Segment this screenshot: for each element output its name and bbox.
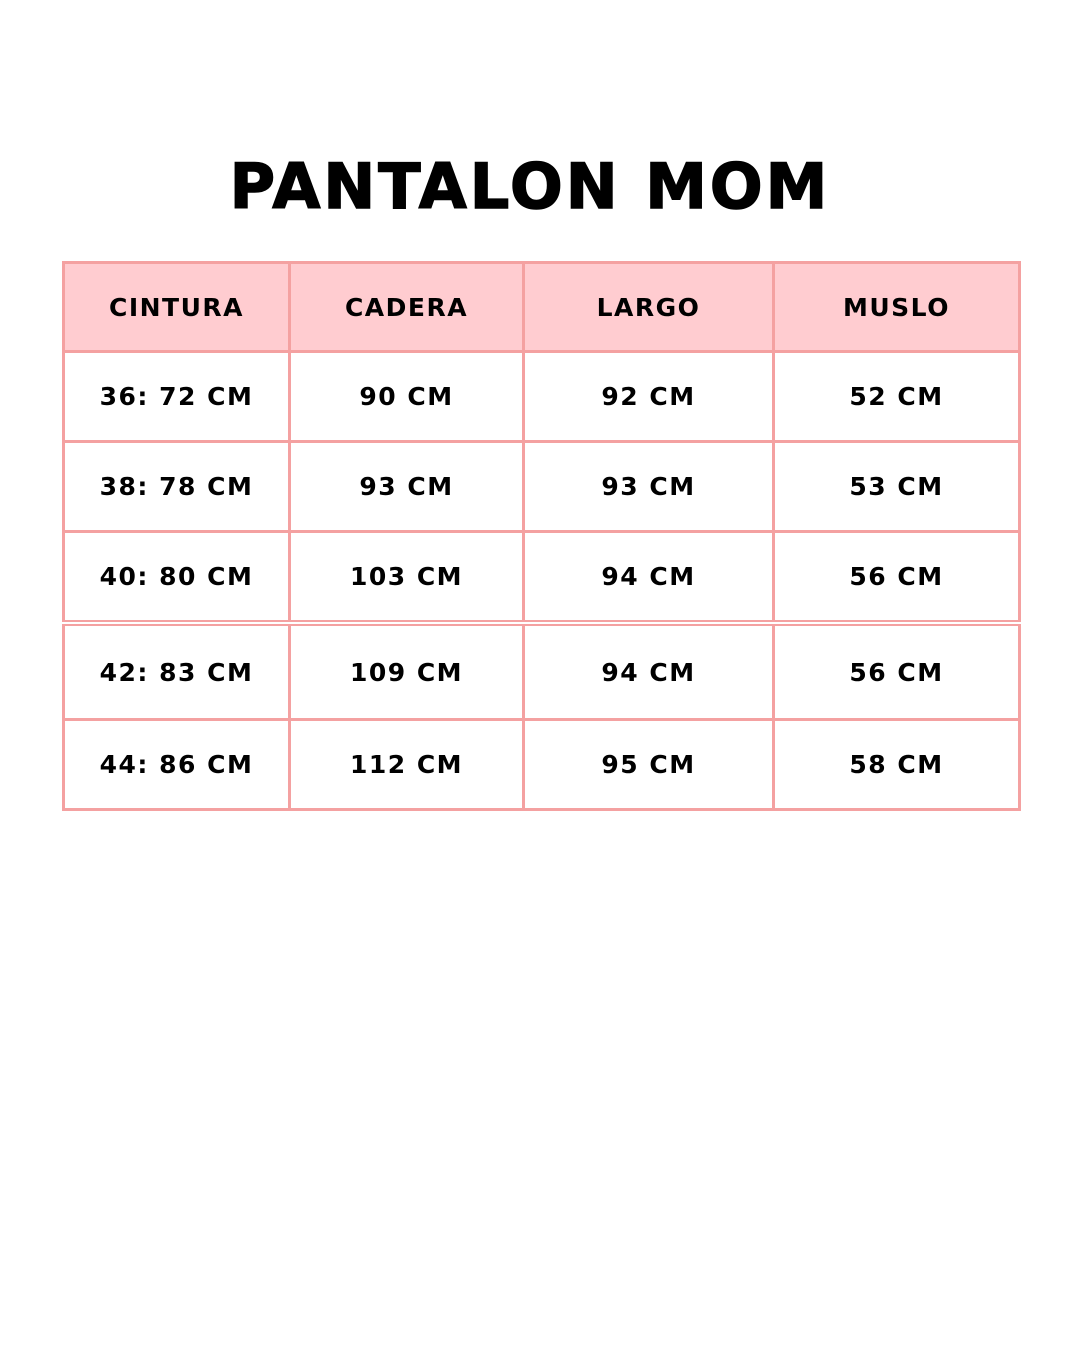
- table-row: [64, 352, 1020, 442]
- cell-largo: 95 CM: [524, 720, 774, 810]
- column-header-muslo: MUSLO: [774, 263, 1020, 352]
- column-header-largo: LARGO: [524, 263, 774, 352]
- cell-muslo: 56 CM: [774, 532, 1020, 624]
- cell-cadera: 90 CM: [290, 352, 524, 442]
- cell-largo: 94 CM: [524, 532, 774, 624]
- table-row: [64, 442, 1020, 532]
- cell-largo: 94 CM: [524, 623, 774, 720]
- cell-muslo: 52 CM: [774, 352, 1020, 442]
- cell-cadera: 103 CM: [290, 532, 524, 624]
- cell-cadera: 112 CM: [290, 720, 524, 810]
- cell-muslo: 53 CM: [774, 442, 1020, 532]
- column-header-cadera: CADERA: [290, 263, 524, 352]
- cell-cintura: 40: 80 CM: [64, 532, 290, 624]
- table-row: [64, 720, 1020, 810]
- cell-cintura: 44: 86 CM: [64, 720, 290, 810]
- size-chart-table: [62, 261, 1021, 811]
- cell-cadera: 109 CM: [290, 623, 524, 720]
- cell-muslo: 58 CM: [774, 720, 1020, 810]
- cell-cadera: 93 CM: [290, 442, 524, 532]
- cell-cintura: 36: 72 CM: [64, 352, 290, 442]
- cell-muslo: 56 CM: [774, 623, 1020, 720]
- cell-cintura: 42: 83 CM: [64, 623, 290, 720]
- cell-cintura: 38: 78 CM: [64, 442, 290, 532]
- cell-largo: 93 CM: [524, 442, 774, 532]
- table-row: [64, 623, 1020, 720]
- column-header-cintura: CINTURA: [64, 263, 290, 352]
- table-header-row: [64, 263, 1020, 352]
- cell-largo: 92 CM: [524, 352, 774, 442]
- page-title: PANTALON MOM: [229, 149, 831, 223]
- table-row: [64, 532, 1020, 624]
